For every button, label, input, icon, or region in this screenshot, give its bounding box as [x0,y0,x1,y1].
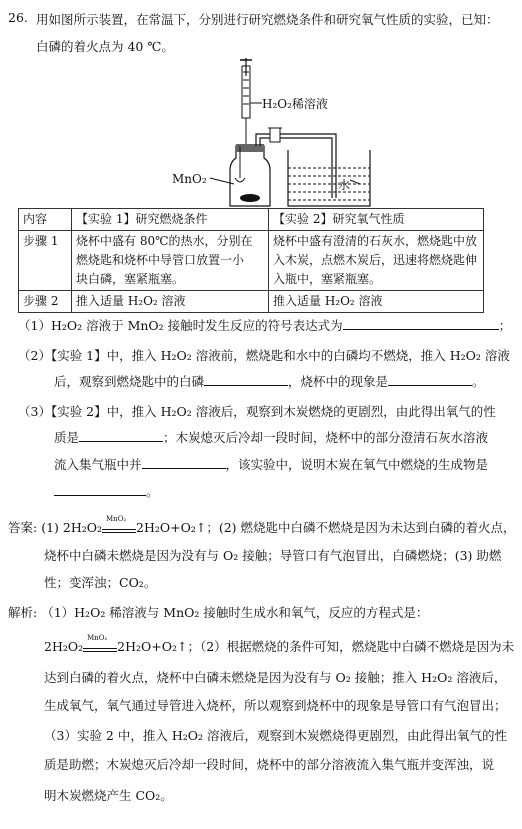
reaction-arrow [83,633,117,654]
question-intro-line1: 用如图所示装置，在常温下，分别进行研究燃烧条件和研究氧气性质的实验，已知： [36,12,499,27]
answer-line2: 烧杯中白磷未燃烧是因为没有与 O₂ 接触；导管口有气泡冒出，白磷燃烧；(3) 助燃 [44,548,502,563]
table-row [19,291,484,313]
analysis-line6: 质是助燃；木炭熄灭后冷却一段时间，烧杯中的部分溶液流入集气瓶并变浑浊，说 [44,757,495,772]
subquestion-1-text: （1）H₂O₂ 溶液于 MnO₂ 接触时发生反应的符号表达式为 [18,318,343,333]
answer-blank[interactable] [142,456,226,469]
subquestion-3-text: ，该实验中，说明木炭在氧气中燃烧的生成物是 [225,457,489,472]
cell-line: 推入适量 H₂O₂ 溶液 [76,294,186,308]
subquestion-3-line3 [54,455,488,473]
subquestion-3-text: 质是 [54,430,80,445]
cell-line: 入木炭，点燃木炭后，迅速将燃烧匙伸 [273,253,478,267]
cell-line: 燃烧匙和烧杯中导管口放置一小 [76,253,245,267]
answer-blank[interactable] [204,373,288,386]
analysis-line3: 达到白磷的着火点，烧杯中白磷未燃烧是因为没有与 O₂ 接触；推入 H₂O₂ 溶液后， [44,670,507,685]
reaction-arrow [102,514,136,535]
cell-line: 烧杯中盛有澄清的石灰水，燃烧匙中放 [273,234,478,248]
question-number: 26. [8,10,28,25]
table-header-cell: 内容 [19,209,72,231]
answer-line3: 性；变浑浊；CO₂。 [44,575,157,590]
analysis-label: 解析: [8,605,38,620]
subquestion-2-text: 后，观察到燃烧匙中的白磷 [54,374,205,389]
analysis-line2 [44,633,515,655]
answer-label: 答案: [8,520,38,535]
label-mno2: MnO₂ [172,172,207,186]
subquestion-3-text: 。 [146,484,159,499]
label-water: 水 [338,178,351,192]
subquestion-3-line2 [54,428,488,446]
table-cell-step: 步骤 2 [19,291,72,313]
subquestion-2-line1: （2）【实验 1】中，推入 H₂O₂ 溶液前，燃烧匙和水中的白磷均不燃烧，推入 H₂O₂ 溶液 [18,348,510,363]
subquestion-1 [18,316,511,334]
subquestion-2-text: 。 [472,374,485,389]
analysis-text: 2H₂O+O₂↑；（2）根据燃烧的条件可知，燃烧匙中白磷不燃烧是因为未 [117,639,515,654]
answer-text: 2H₂O+O₂↑；(2) 燃烧匙中白磷不燃烧是因为未达到白磷的着火点， [136,520,516,535]
answer-blank[interactable] [79,429,163,442]
catalyst-label: MnO₂ [87,633,108,642]
table-row [19,231,484,291]
subquestion-3-line4 [54,482,159,500]
subquestion-2-text: ，烧杯中的现象是 [288,374,389,389]
table-cell-exp1 [72,291,269,313]
analysis-line4: 生成氧气，氧气通过导管进入烧杯，所以观察到烧杯中的现象是导管口有气泡冒出； [44,698,507,713]
table-header-cell: 【实验 1】研究燃烧条件 [72,209,269,231]
table-cell-exp1 [72,231,269,291]
experiment-table [18,208,484,313]
table-cell-exp2 [269,291,484,313]
table-header-cell: 【实验 2】研究氧气性质 [269,209,484,231]
answer-line1 [8,514,516,536]
answer-blank[interactable] [388,373,472,386]
subquestion-3-line1: （3）【实验 2】中，推入 H₂O₂ 溶液后，观察到木炭燃烧的更剧烈，由此得出氧气的性 [18,404,496,419]
table-cell-step: 步骤 1 [19,231,72,291]
apparatus-drawing [160,58,490,208]
analysis-line7: 明木炭燃烧产生 CO₂。 [44,788,173,803]
analysis-text: 2H₂O₂ [44,639,84,654]
cell-line: 烧杯中盛有 80℃的热水，分别在 [76,234,253,248]
question-intro-line2: 白磷的着火点为 40 ℃。 [36,39,174,54]
answer-text: (1) 2H₂O₂ [41,520,103,535]
analysis-line5: （3）实验 2 中，推入 H₂O₂ 溶液后，观察到木炭燃烧得更剧烈，由此得出氧气的性 [44,728,507,743]
answer-blank[interactable] [54,483,146,496]
answer-blank[interactable] [343,317,499,330]
cell-line: 推入适量 H₂O₂ 溶液 [273,294,383,308]
table-header-row [19,209,484,231]
subquestion-3-text: ；木炭熄灭后冷却一段时间，烧杯中的部分澄清石灰水溶液 [163,430,489,445]
subquestion-3-text: 流入集气瓶中并 [54,457,142,472]
label-h2o2-solution: H₂O₂稀溶液 [262,97,328,111]
table-cell-exp2 [269,231,484,291]
analysis-line1 [8,603,428,621]
apparatus-figure [160,58,490,208]
catalyst-label: MnO₂ [106,514,127,523]
cell-line: 入瓶中，塞紧瓶塞。 [273,272,382,286]
analysis-text: （1）H₂O₂ 稀溶液与 MnO₂ 接触时生成水和氧气，反应的方程式是： [41,605,429,620]
subquestion-1-end: ； [498,318,512,333]
subquestion-2-line2 [54,372,485,390]
cell-line: 块白磷，塞紧瓶塞。 [76,272,185,286]
